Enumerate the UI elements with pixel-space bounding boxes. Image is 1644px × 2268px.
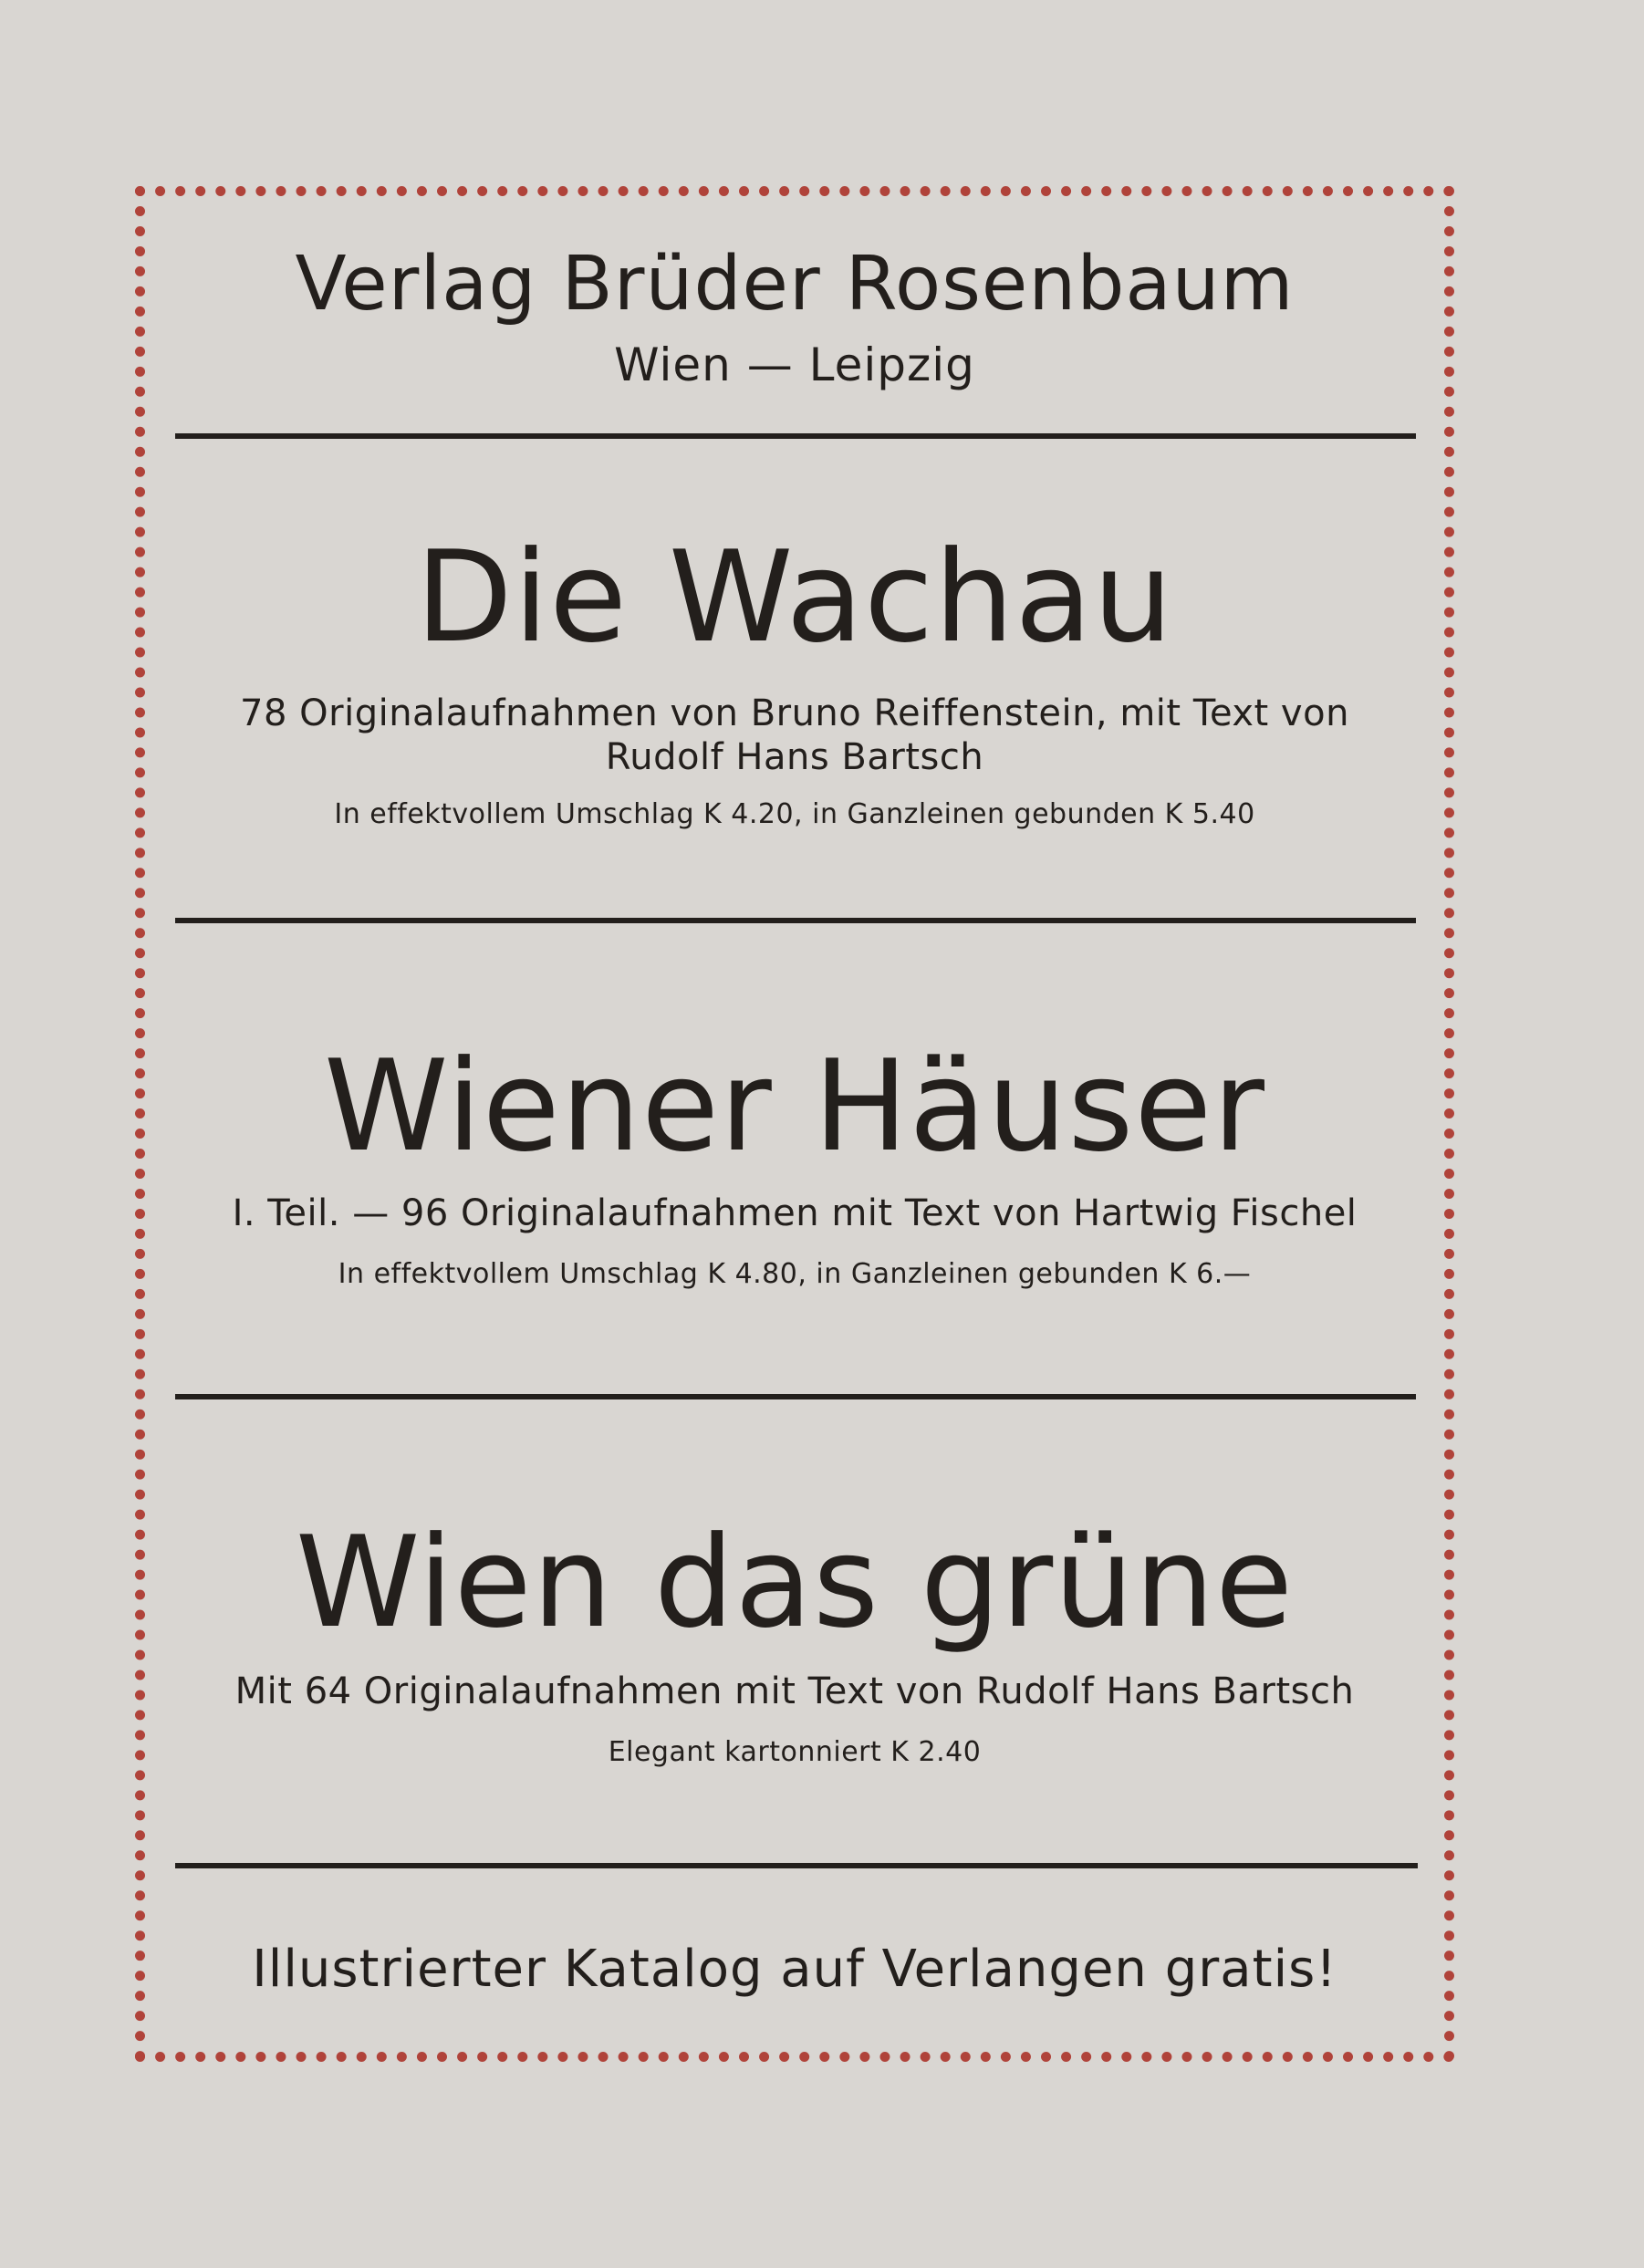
book-title-wiener-haeuser: Wiener Häuser xyxy=(324,1033,1265,1180)
catalog-offer: Illustrierter Katalog auf Verlangen gratis! xyxy=(252,1940,1337,1999)
book-description-continued: Rudolf Hans Bartsch xyxy=(605,736,984,778)
publisher-cities: Wien — Leipzig xyxy=(614,338,975,391)
divider-3 xyxy=(175,1394,1416,1399)
book-description: 78 Originalaufnahmen von Bruno Reiffenstein, mit Text von xyxy=(240,692,1349,734)
divider-2 xyxy=(175,918,1416,923)
book-description: I. Teil. — 96 Originalaufnahmen mit Text von Hartwig Fischel xyxy=(232,1192,1358,1234)
divider-1 xyxy=(175,433,1416,439)
divider-4 xyxy=(175,1863,1418,1868)
publisher-name: Verlag Brüder Rosenbaum xyxy=(295,241,1295,328)
book-price: In effektvollem Umschlag K 4.20, in Ganzleinen gebunden K 5.40 xyxy=(334,798,1255,830)
book-price: In effektvollem Umschlag K 4.80, in Ganzleinen gebunden K 6.— xyxy=(338,1258,1252,1290)
book-title-wien-das-gruene: Wien das grüne xyxy=(295,1509,1295,1656)
book-price: Elegant kartonniert K 2.40 xyxy=(608,1736,982,1768)
book-description: Mit 64 Originalaufnahmen mit Text von Rudolf Hans Bartsch xyxy=(234,1670,1355,1712)
book-title-die-wachau: Die Wachau xyxy=(415,524,1174,671)
